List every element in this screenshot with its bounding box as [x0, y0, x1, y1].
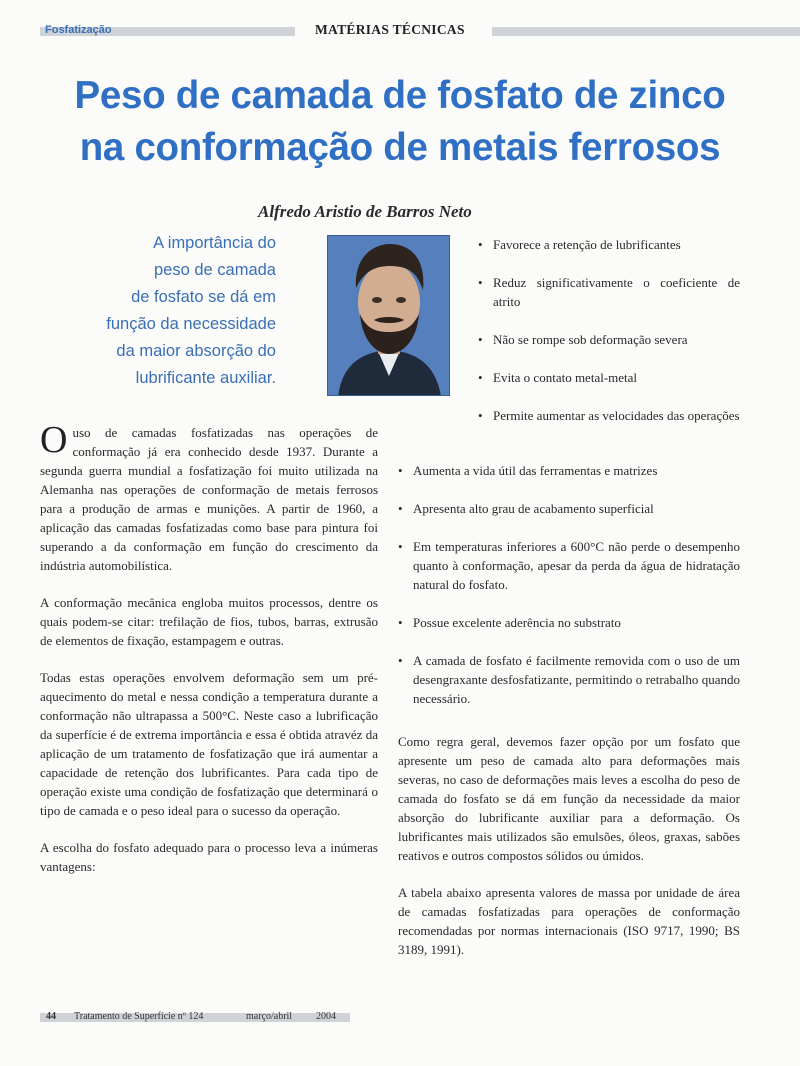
bullet-dot-icon: • [398, 463, 403, 478]
bullet-text: Reduz significativamente o coeficiente de atrito [493, 275, 740, 309]
bullet-text: Em temperaturas inferiores a 600°C não perde o desempenho quanto à conformação, apesar da perda da água de hidratação natural do fosfato. [413, 539, 740, 592]
bullet-dot-icon: • [478, 275, 483, 290]
bullet-dot-icon: • [398, 539, 403, 554]
pullquote-line: da maior absorção do [116, 342, 276, 360]
bullet-text: Favorece a retenção de lubrificantes [493, 237, 681, 252]
bullet-item [398, 613, 740, 632]
bullet-item [478, 330, 740, 349]
pullquote-line: função da necessidade [106, 315, 276, 333]
pullquote-line: de fosfato se dá em [131, 288, 276, 306]
bullet-dot-icon: • [478, 332, 483, 347]
advantages-list-bottom [398, 461, 740, 727]
pullquote-line: peso de camada [153, 261, 276, 279]
body-right-column [398, 732, 740, 977]
bullet-item [398, 499, 740, 518]
bullet-dot-icon: • [478, 370, 483, 385]
bullet-dot-icon: • [478, 408, 483, 423]
paragraph-text: uso de camadas fosfatizadas nas operações de conformação já era conhecido desde 1937. Durante a segunda guerra mundial a fosfatização foi muito utilizada na Alemanha nas operações de conformação de metais ferrosos para a produção de armas e munições. A partir de 1960, a aplicação das camadas fosfatizadas como base para pintura foi superando a da conformação em função do crescimento da indústria automobilística. [40, 425, 378, 573]
bullet-text: Permite aumentar as velocidades das operações [493, 408, 740, 423]
author-byline: Alfredo Aristio de Barros Neto [258, 202, 472, 221]
bullet-item [478, 273, 740, 311]
page-footer [40, 1011, 350, 1023]
publication-name: Tratamento de Superfície nº 124 [74, 1011, 204, 1022]
issue-months: março/abril [246, 1011, 293, 1022]
bullet-item [478, 368, 740, 387]
title-line-1: Peso de camada de fosfato de zinco [74, 74, 726, 117]
drop-cap: O [40, 419, 68, 461]
article-title [0, 70, 800, 174]
bullet-item [478, 406, 740, 425]
bullet-text: Aumenta a vida útil das ferramentas e matrizes [413, 463, 658, 478]
bullet-dot-icon: • [398, 615, 403, 630]
pull-quote [40, 230, 276, 392]
bullet-dot-icon: • [398, 501, 403, 516]
bullet-item [398, 537, 740, 594]
bullet-item [478, 235, 740, 254]
body-left-column [40, 419, 378, 894]
paragraph: Todas estas operações envolvem deformação sem um pré-aquecimento do metal e nessa condição a temperatura durante a conformação não ultrapassa a 500°C. Neste caso a lubrificação da superfície é de extrema importância e essa é obtida atravéz da aplicação de um tratamento de fosfatização que irá aumentar a capacidade de retenção dos lubrificantes. Para cada tipo de operação existe uma condição de fosfatização que determinará o tipo de camada e o peso ideal para o sucesso da operação. [40, 670, 378, 818]
header-bar [40, 24, 800, 38]
issue-year: 2004 [316, 1011, 336, 1022]
section-label: Fosfatização [45, 24, 112, 36]
author-photo [327, 235, 450, 396]
title-line-2: na conformação de metais ferrosos [79, 126, 721, 169]
category-label: MATÉRIAS TÉCNICAS [315, 22, 465, 37]
page-number: 44 [46, 1011, 56, 1022]
bullet-item [398, 651, 740, 708]
paragraph: A conformação mecânica engloba muitos processos, dentre os quais podem-se citar: trefilação de fios, tubos, barras, extrusão de elementos de fixação, estampagem e outras. [40, 595, 378, 648]
paragraph: Como regra geral, devemos fazer opção por um fosfato que apresente um peso de camada alto para deformações mais severas, no caso de deformações mais leves a escolha do peso de camada do fosfato se dá em função da necessidade da maior absorção do lubrificante auxiliar para a deformação. Os lubrificantes mais utilizados são emulsões, óleos, graxas, sabões reativos e outros compostos sólidos ou úmidos. [398, 734, 740, 863]
bullet-text: Evita o contato metal-metal [493, 370, 638, 385]
bullet-text: Apresenta alto grau de acabamento superficial [413, 501, 654, 516]
pullquote-line: A importância do [153, 234, 276, 252]
bullet-item [398, 461, 740, 480]
paragraph: A tabela abaixo apresenta valores de massa por unidade de área de camadas fosfatizadas para operações de conformação recomendadas por normas internacionais (ISO 9717, 1990; BS 3189, 1991). [398, 885, 740, 957]
bullet-text: Não se rompe sob deformação severa [493, 332, 688, 347]
pullquote-line: lubrificante auxiliar. [135, 369, 276, 387]
bullet-dot-icon: • [478, 237, 483, 252]
advantages-list-top [478, 235, 740, 444]
bullet-dot-icon: • [398, 653, 403, 668]
paragraph-intro [40, 419, 378, 575]
author-portrait-graphic [328, 236, 450, 396]
paragraph: A escolha do fosfato adequado para o processo leva a inúmeras vantagens: [40, 840, 378, 874]
bullet-text: A camada de fosfato é facilmente removida com o uso de um desengraxante desfosfatizante, permitindo o retrabalho quando necessário. [413, 653, 740, 706]
bullet-text: Possue excelente aderência no substrato [413, 615, 621, 630]
header-band-right [492, 27, 800, 36]
